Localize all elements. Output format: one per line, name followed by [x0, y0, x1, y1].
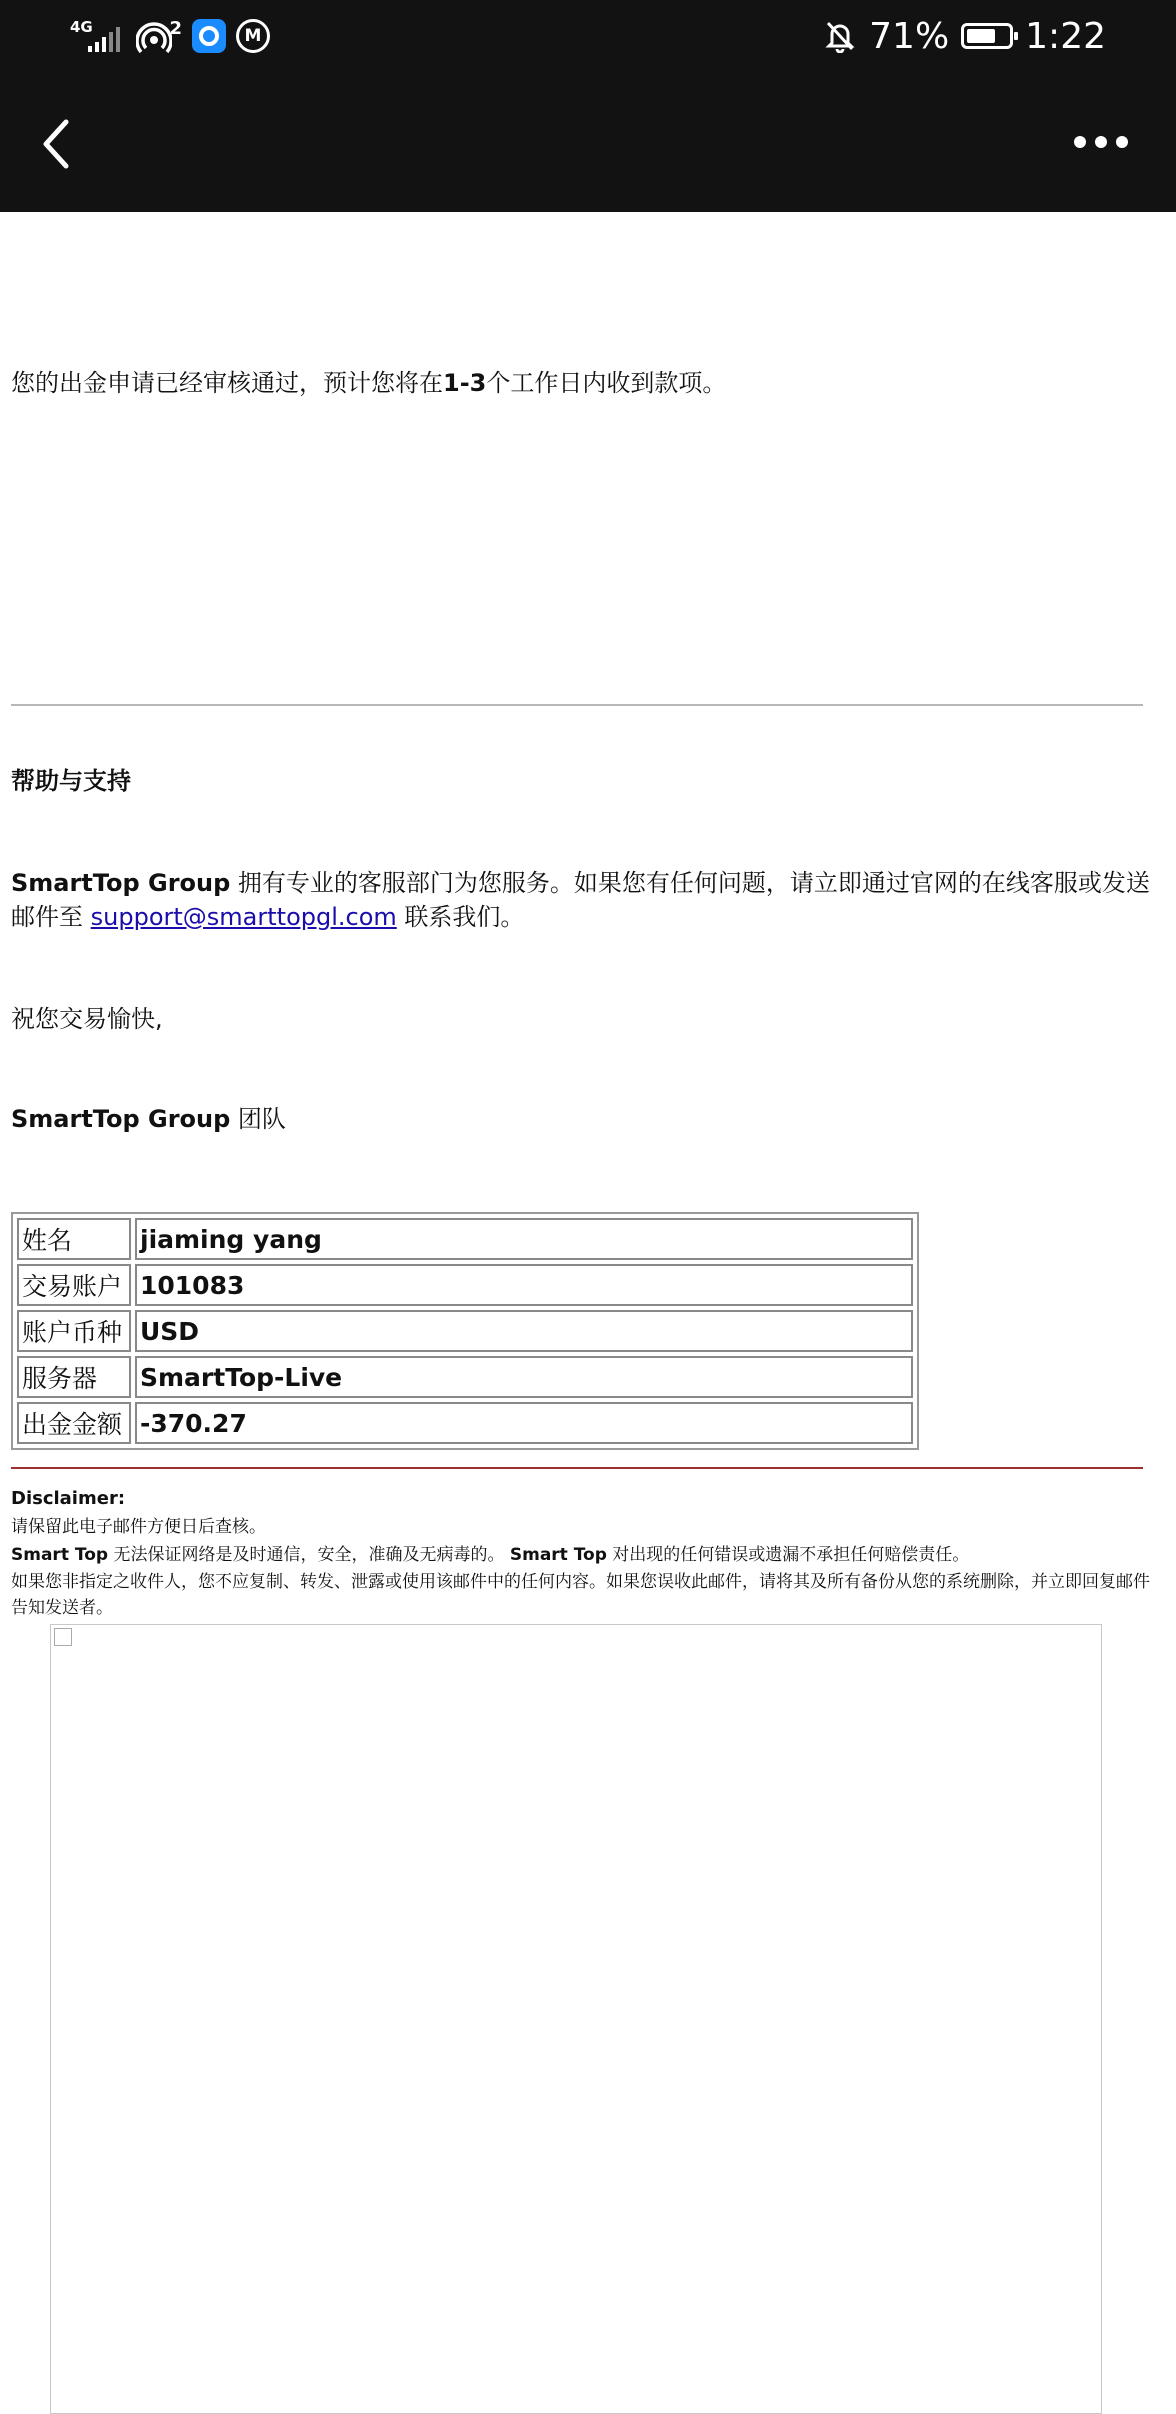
- help-text-1: 拥有专业的客服部门为您服务。如果您有任何问题，请立即通过官网的在线客服或发送邮件至: [11, 869, 1150, 931]
- top-navbar: [0, 72, 1176, 212]
- hotspot-count: 2: [169, 18, 182, 39]
- battery-fill: [967, 29, 995, 43]
- status-bar: [0, 0, 1176, 72]
- network-label: 4G: [70, 18, 93, 36]
- divider: [11, 704, 1143, 706]
- status-time: 1:22: [1025, 15, 1106, 57]
- row-value: -370.27: [135, 1402, 913, 1444]
- battery-percent: 71%: [869, 15, 950, 57]
- help-brand: SmartTop Group: [11, 869, 231, 897]
- battery-icon: [961, 23, 1013, 49]
- approval-days: 1-3: [443, 369, 487, 397]
- row-label: 账户币种: [17, 1310, 131, 1352]
- disclaimer-line-3: 如果您非指定之收件人，您不应复制、转发、泄露或使用该邮件中的任何内容。如果您误收此邮件，请将其及所有备份从您的系统删除，并立即回复邮件告知发送者。: [11, 1572, 1150, 1618]
- row-value: jiaming yang: [135, 1218, 913, 1260]
- disclaimer-text: 无法保证网络是及时通信，安全，准确及无病毒的。: [108, 1545, 510, 1565]
- disclaimer-brand: Smart Top: [509, 1545, 607, 1565]
- team-suffix: 团队: [230, 1105, 286, 1133]
- approval-text-post: 个工作日内收到款项。: [486, 369, 727, 397]
- approval-message: [11, 366, 726, 400]
- row-label: 服务器: [17, 1356, 131, 1398]
- help-text-2: 联系我们。: [396, 903, 525, 931]
- disclaimer-line-1: 请保留此电子邮件方便日后查核。: [11, 1517, 266, 1537]
- row-value: 101083: [135, 1264, 913, 1306]
- greeting: 祝您交易愉快,: [11, 1005, 163, 1033]
- help-body: [11, 866, 1151, 934]
- row-label: 出金金额: [17, 1402, 131, 1444]
- disclaimer-title: Disclaimer:: [11, 1488, 126, 1509]
- disclaimer-divider: [11, 1467, 1143, 1469]
- app-icon-m: M: [236, 19, 270, 53]
- mute-bell-icon: [823, 19, 857, 53]
- hotspot-icon: [136, 16, 182, 56]
- more-options-button[interactable]: [1066, 117, 1136, 167]
- table-row: [17, 1402, 913, 1444]
- row-value: SmartTop-Live: [135, 1356, 913, 1398]
- row-label: 交易账户: [17, 1264, 131, 1306]
- row-label: 姓名: [17, 1218, 131, 1260]
- embedded-image-placeholder: [50, 1624, 1102, 2414]
- signal-icon: [70, 16, 126, 56]
- disclaimer-brand: Smart Top: [11, 1545, 109, 1565]
- chevron-left-icon: [30, 102, 90, 182]
- table-row: [17, 1264, 913, 1306]
- back-button[interactable]: [30, 102, 90, 182]
- status-bar-left: [70, 14, 270, 58]
- app-icon-blue: [192, 19, 226, 53]
- table-row: [17, 1356, 913, 1398]
- broken-image-icon: [54, 1628, 72, 1646]
- team-signature: [11, 1102, 286, 1136]
- team-brand: SmartTop Group: [11, 1105, 231, 1133]
- disclaimer-line-2: [11, 1542, 1156, 1568]
- approval-text-pre: 您的出金申请已经审核通过，预计您将在: [11, 369, 443, 397]
- help-title: 帮助与支持: [11, 767, 131, 795]
- status-bar-right: [823, 14, 1106, 58]
- table-row: [17, 1310, 913, 1352]
- disclaimer-text: 对出现的任何错误或遗漏不承担任何赔偿责任。: [606, 1545, 970, 1565]
- more-dots-icon: [1066, 117, 1136, 167]
- row-value: USD: [135, 1310, 913, 1352]
- withdrawal-info-table: [11, 1212, 919, 1450]
- support-email-link[interactable]: support@smarttopgl.com: [90, 903, 397, 931]
- table-row: [17, 1218, 913, 1260]
